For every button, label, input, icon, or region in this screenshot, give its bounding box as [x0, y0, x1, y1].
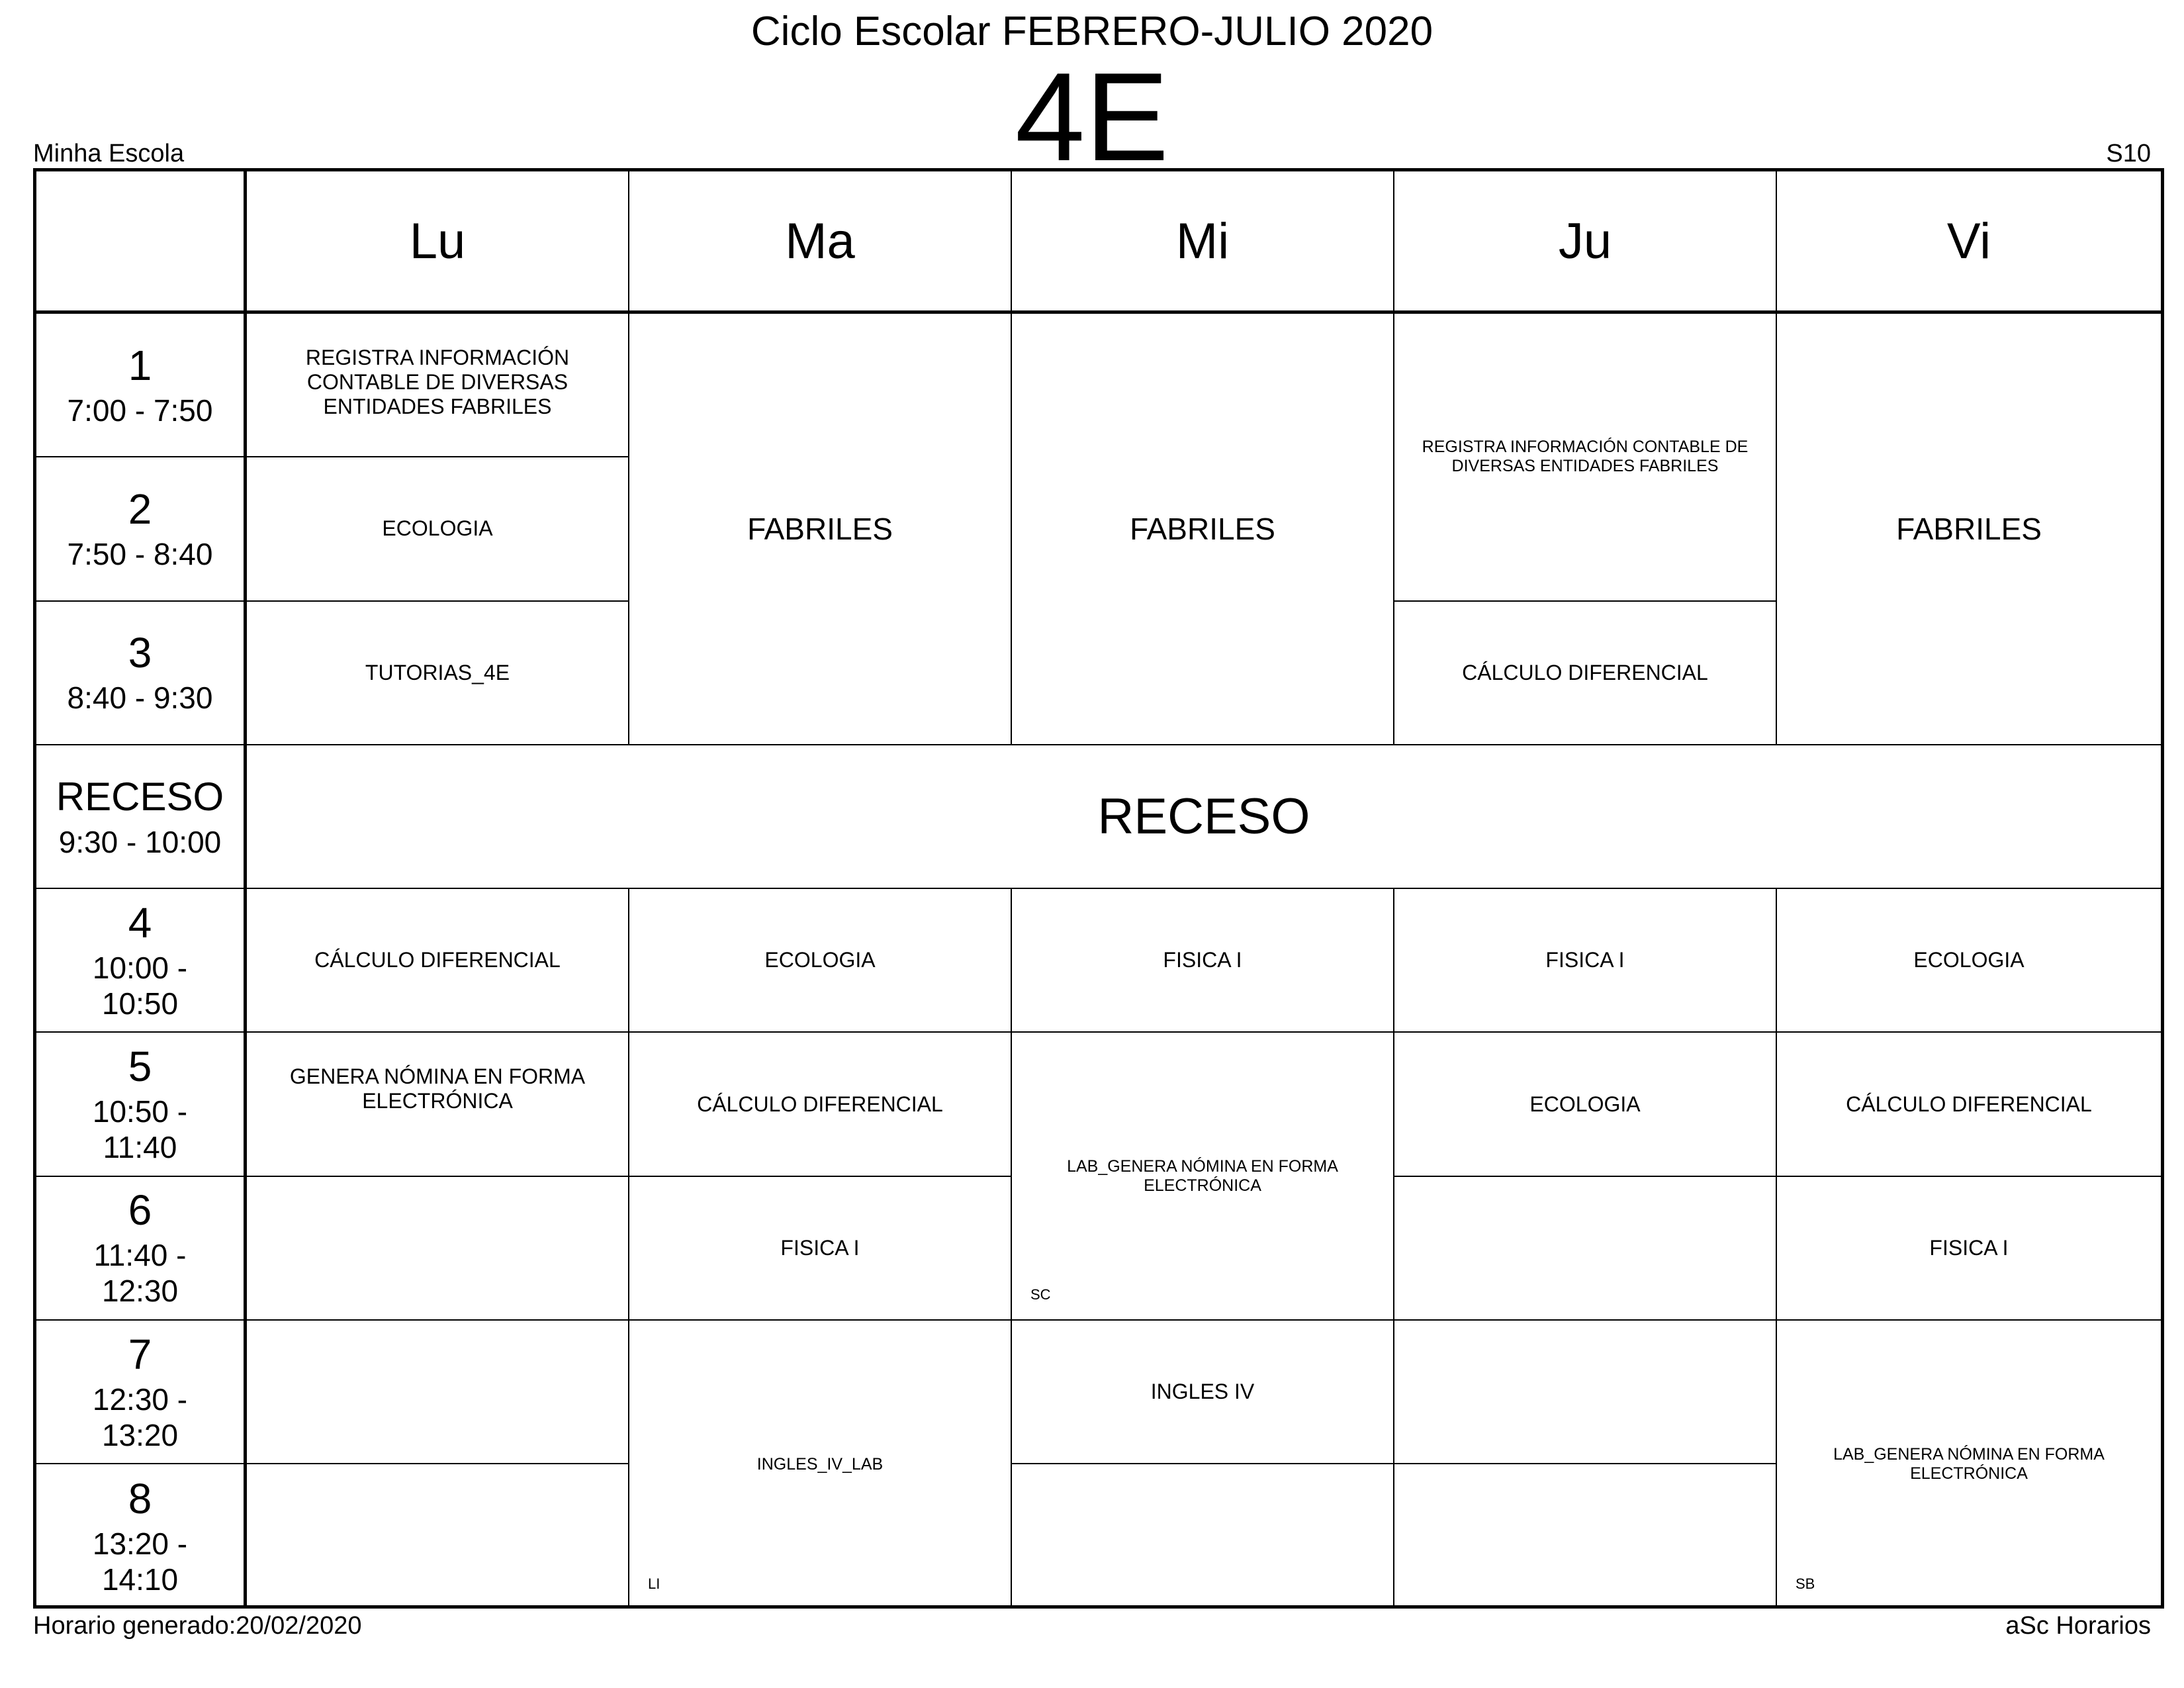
lesson-subject: ECOLOGIA: [1529, 1092, 1641, 1116]
day-label: Ma: [785, 212, 855, 269]
generated-date: Horario generado:20/02/2020: [33, 1612, 362, 1640]
lesson-subject: CÁLCULO DIFERENCIAL: [1462, 660, 1708, 684]
lesson-cell: [629, 1033, 1012, 1176]
period-header: [36, 1464, 247, 1608]
lesson-cell: [247, 314, 629, 457]
day-header: [247, 171, 629, 314]
recess-cell: [247, 745, 2161, 889]
lesson-subject: ECOLOGIA: [1913, 948, 2025, 972]
lesson-subject: FISICA I: [1163, 948, 1242, 972]
lesson-cell: [629, 1177, 1012, 1321]
lesson-cell: [629, 314, 1012, 745]
period-time: 10:50 - 11:40: [92, 1094, 188, 1165]
day-header: [1394, 171, 1777, 314]
day-header: [629, 171, 1012, 314]
lesson-subject: CÁLCULO DIFERENCIAL: [1846, 1092, 2092, 1116]
period-time: 7:00 - 7:50: [67, 393, 213, 428]
lesson-cell: [1777, 1177, 2161, 1321]
lesson-cell: [1777, 1033, 2161, 1176]
day-label: Lu: [409, 212, 466, 269]
period-time: 11:40 - 12:30: [93, 1238, 187, 1309]
empty-cell: [1012, 1464, 1394, 1608]
lesson-cell: [1394, 889, 1777, 1033]
timetable-grid: [33, 168, 2164, 1609]
lesson-subject: ECOLOGIA: [764, 948, 876, 972]
period-header: [36, 457, 247, 601]
lesson-cell: [629, 1321, 1012, 1609]
day-label: Ju: [1558, 212, 1612, 269]
lesson-cell: [1777, 1321, 2161, 1609]
period-label: RECESO: [56, 774, 224, 819]
room-code: LI: [648, 1575, 660, 1592]
period-number: 1: [128, 341, 152, 389]
room-code: SC: [1030, 1286, 1051, 1303]
schedule-code: S10: [2106, 140, 2151, 167]
cycle-title: Ciclo Escolar FEBRERO-JULIO 2020: [751, 9, 1433, 54]
period-number: 2: [128, 485, 152, 533]
empty-cell: [1394, 1321, 1777, 1464]
period-number: 8: [128, 1475, 152, 1523]
period-header: [36, 889, 247, 1033]
corner-cell: [36, 171, 247, 314]
lesson-subject: INGLES IV: [1150, 1380, 1255, 1404]
lesson-subject: REGISTRA INFORMACIÓN CONTABLE DE DIVERSAS ENTIDADES FABRILES: [305, 346, 570, 418]
empty-cell: [247, 1464, 629, 1608]
lesson-subject: INGLES_IV_LAB: [756, 1454, 884, 1474]
day-header: [1012, 171, 1394, 314]
empty-cell: [247, 1321, 629, 1464]
period-time: 12:30 - 13:20: [92, 1382, 188, 1452]
lesson-subject: FABRILES: [1130, 511, 1275, 546]
period-header: [36, 602, 247, 745]
period-time: 13:20 - 14:10: [92, 1526, 188, 1597]
lesson-cell: [247, 602, 629, 745]
lesson-subject: CÁLCULO DIFERENCIAL: [314, 948, 561, 972]
period-header: [36, 314, 247, 457]
room-code: SB: [1796, 1575, 1815, 1592]
school-name: Minha Escola: [33, 140, 185, 167]
period-time: 7:50 - 8:40: [67, 536, 213, 571]
period-number: 3: [128, 629, 152, 677]
lesson-subject: FISICA I: [1545, 948, 1625, 972]
period-time: 8:40 - 9:30: [67, 680, 213, 716]
period-number: 7: [128, 1330, 152, 1378]
lesson-subject: LAB_GENERA NÓMINA EN FORMA ELECTRÓNICA: [1833, 1445, 2105, 1483]
lesson-cell: [1394, 1033, 1777, 1176]
lesson-cell: [1012, 1033, 1394, 1321]
lesson-subject: FISICA I: [780, 1235, 860, 1260]
group-title: 4E: [1015, 47, 1169, 187]
empty-cell: [1394, 1177, 1777, 1321]
lesson-subject: FABRILES: [1896, 511, 2042, 546]
lesson-subject: GENERA NÓMINA EN FORMA ELECTRÓNICA: [289, 1064, 586, 1113]
lesson-cell: [247, 1033, 629, 1176]
lesson-subject: CÁLCULO DIFERENCIAL: [697, 1092, 943, 1116]
period-time: 9:30 - 10:00: [58, 824, 222, 859]
software-credit: aSc Horarios: [2005, 1612, 2151, 1640]
day-header: [1777, 171, 2161, 314]
lesson-cell: [1012, 314, 1394, 745]
lesson-subject: RECESO: [1097, 788, 1310, 845]
lesson-subject: FISICA I: [1929, 1235, 2009, 1260]
lesson-subject: ECOLOGIA: [382, 516, 493, 541]
lesson-cell: [1777, 314, 2161, 745]
period-header: [36, 1321, 247, 1464]
lesson-subject: TUTORIAS_4E: [365, 660, 510, 684]
lesson-cell: [629, 889, 1012, 1033]
period-number: 5: [128, 1043, 152, 1091]
day-label: Vi: [1946, 212, 1991, 269]
period-header: [36, 745, 247, 889]
lesson-cell: [1777, 889, 2161, 1033]
period-time: 10:00 - 10:50: [92, 950, 188, 1021]
lesson-subject: REGISTRA INFORMACIÓN CONTABLE DE DIVERSAS ENTIDADES FABRILES: [1422, 438, 1749, 476]
period-number: 4: [128, 898, 152, 947]
lesson-cell: [1012, 1321, 1394, 1464]
period-header: [36, 1177, 247, 1321]
lesson-cell: [1012, 889, 1394, 1033]
empty-cell: [247, 1177, 629, 1321]
lesson-cell: [247, 457, 629, 601]
lesson-subject: FABRILES: [747, 511, 893, 546]
lesson-cell: [247, 889, 629, 1033]
day-label: Mi: [1175, 212, 1230, 269]
period-header: [36, 1033, 247, 1176]
period-number: 6: [128, 1186, 152, 1235]
lesson-cell: [1394, 314, 1777, 602]
lesson-subject: LAB_GENERA NÓMINA EN FORMA ELECTRÓNICA: [1067, 1156, 1338, 1195]
empty-cell: [1394, 1464, 1777, 1608]
lesson-cell: [1394, 602, 1777, 745]
